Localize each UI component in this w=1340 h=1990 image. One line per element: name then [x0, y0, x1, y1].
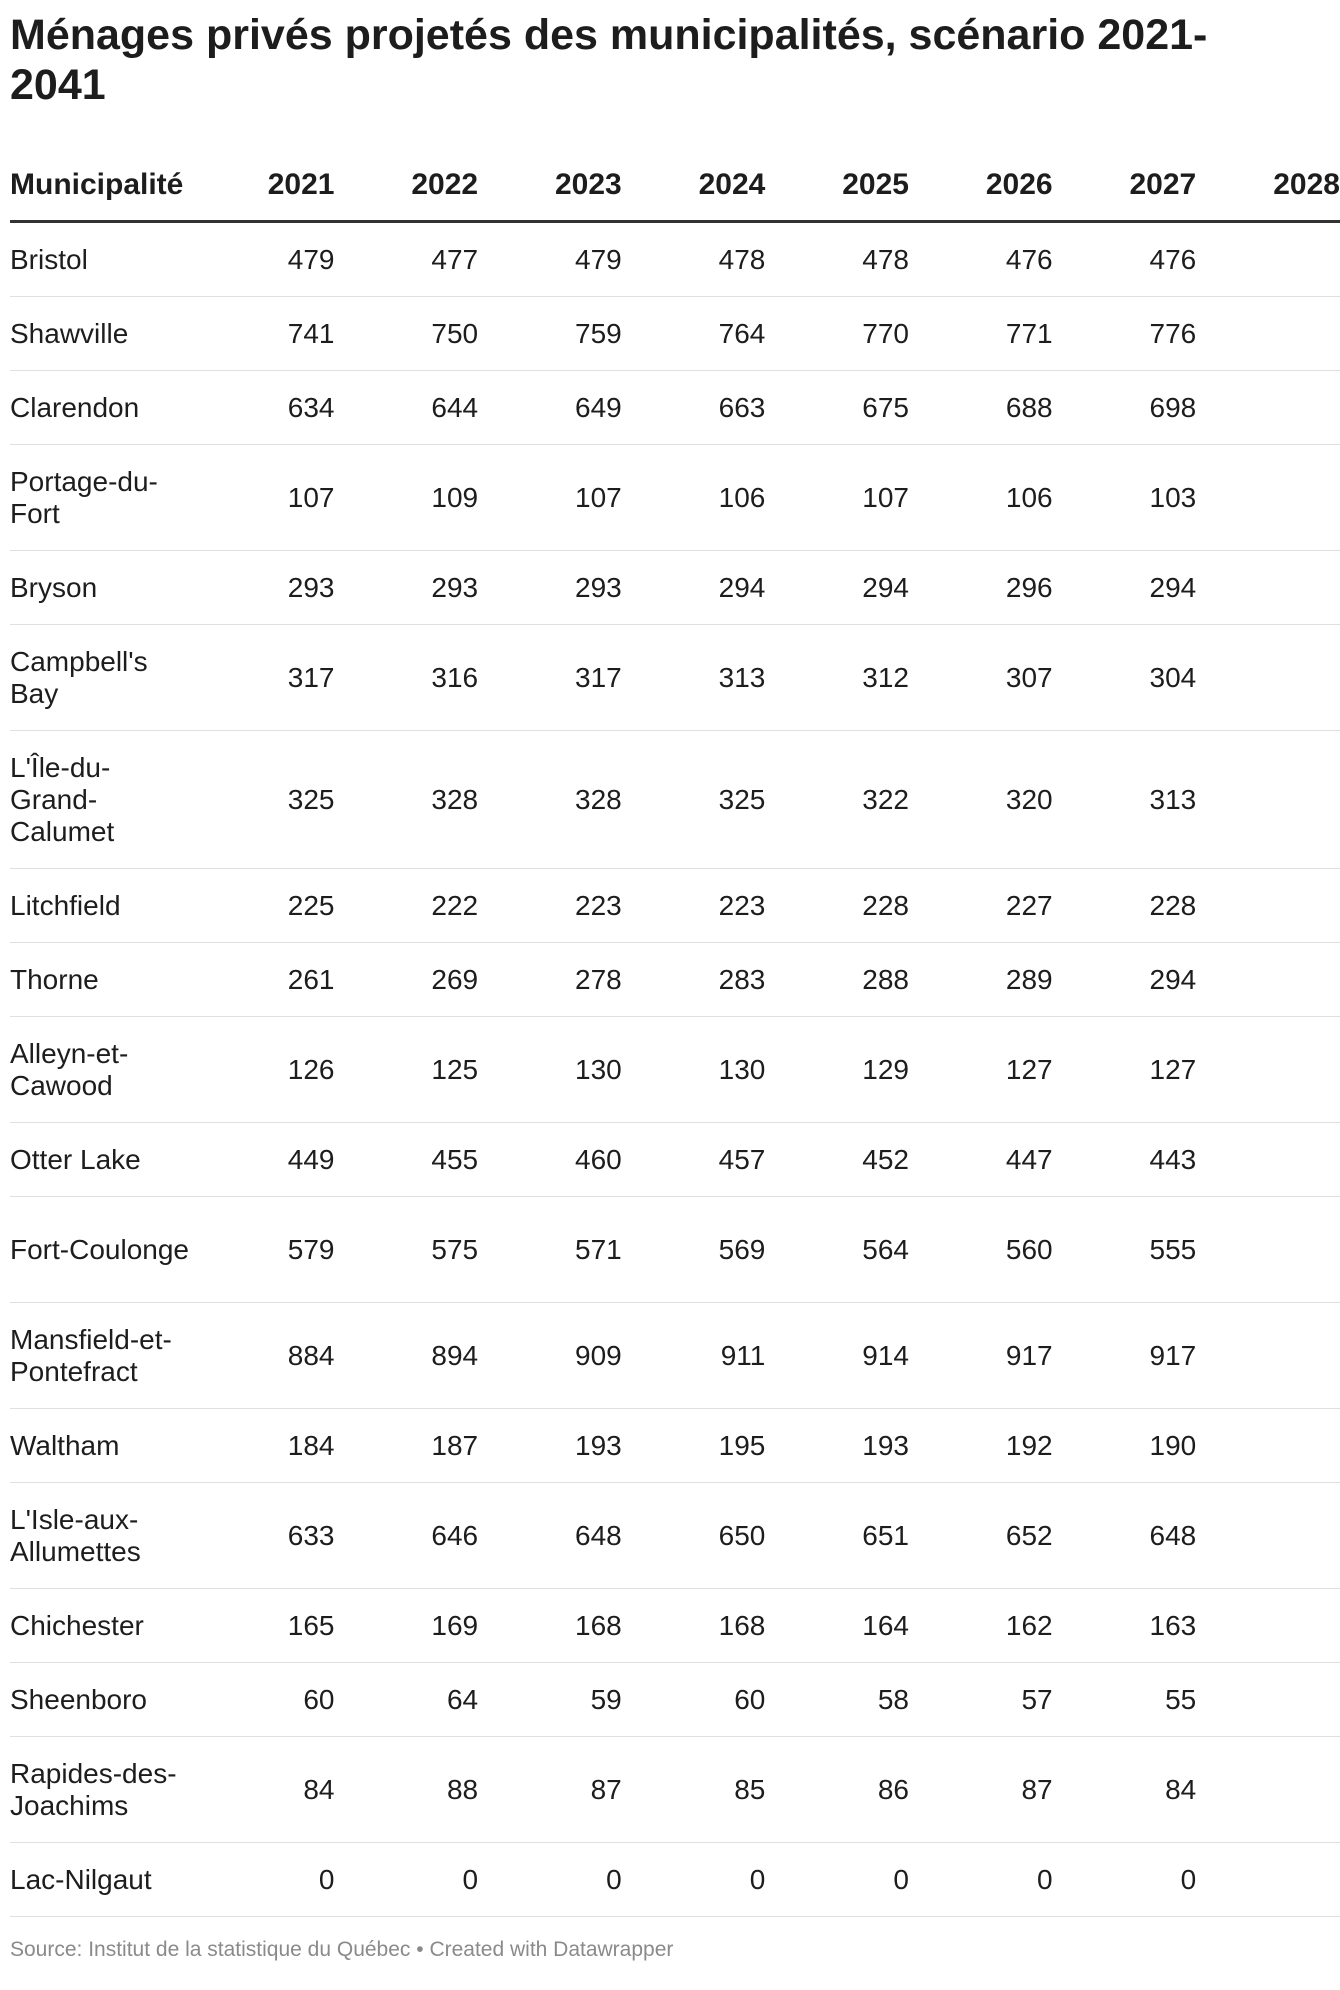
table-cell: 193 [478, 1409, 622, 1483]
row-label: Mansfield-et-Pontefract [10, 1303, 191, 1409]
table-cell: 55 [1053, 1663, 1197, 1737]
row-label: Waltham [10, 1409, 191, 1483]
table-cell: 648 [1053, 1483, 1197, 1589]
table-cell: 0 [478, 1843, 622, 1917]
table-cell: 575 [335, 1197, 479, 1303]
table-cell: 894 [335, 1303, 479, 1409]
table-cell: 192 [909, 1409, 1053, 1483]
row-label: Shawville [10, 297, 191, 371]
table-cell: 106 [622, 445, 766, 551]
table-scroll-area[interactable] [10, 150, 1340, 1917]
table-cell [1196, 1303, 1340, 1409]
row-label: Campbell's Bay [10, 625, 191, 731]
table-cell: 0 [909, 1843, 1053, 1917]
table-row [10, 731, 1340, 869]
row-label: Otter Lake [10, 1123, 191, 1197]
table-cell: 449 [191, 1123, 335, 1197]
table-cell: 130 [478, 1017, 622, 1123]
table-cell: 107 [765, 445, 909, 551]
table-cell: 294 [1053, 551, 1197, 625]
table-cell: 125 [335, 1017, 479, 1123]
table-cell: 88 [335, 1737, 479, 1843]
table-cell: 294 [622, 551, 766, 625]
table-cell: 293 [335, 551, 479, 625]
table-row [10, 1663, 1340, 1737]
table-cell [1196, 551, 1340, 625]
table-cell: 759 [478, 297, 622, 371]
row-label: Clarendon [10, 371, 191, 445]
table-cell: 165 [191, 1589, 335, 1663]
table-cell: 569 [622, 1197, 766, 1303]
table-cell: 633 [191, 1483, 335, 1589]
table-cell: 58 [765, 1663, 909, 1737]
table-cell: 86 [765, 1737, 909, 1843]
table-cell: 223 [478, 869, 622, 943]
column-header-2024[interactable]: 2024 [622, 150, 766, 222]
table-cell: 325 [191, 731, 335, 869]
table-cell: 227 [909, 869, 1053, 943]
table-cell: 477 [335, 222, 479, 297]
table-cell: 168 [478, 1589, 622, 1663]
table-cell: 228 [1053, 869, 1197, 943]
table-cell: 293 [191, 551, 335, 625]
table-cell: 476 [1053, 222, 1197, 297]
table-cell: 304 [1053, 625, 1197, 731]
table-cell: 163 [1053, 1589, 1197, 1663]
table-cell: 776 [1053, 297, 1197, 371]
table-row [10, 222, 1340, 297]
table-cell: 646 [335, 1483, 479, 1589]
table-cell: 261 [191, 943, 335, 1017]
table-cell: 675 [765, 371, 909, 445]
table-cell: 294 [765, 551, 909, 625]
table-cell: 0 [622, 1843, 766, 1917]
table-cell: 457 [622, 1123, 766, 1197]
table-cell: 223 [622, 869, 766, 943]
table-cell: 288 [765, 943, 909, 1017]
table-cell: 771 [909, 297, 1053, 371]
table-cell: 479 [478, 222, 622, 297]
table-header-row [10, 150, 1340, 222]
table-cell: 283 [622, 943, 766, 1017]
table-cell [1196, 1197, 1340, 1303]
table-cell: 663 [622, 371, 766, 445]
table-cell: 307 [909, 625, 1053, 731]
table-cell [1196, 1663, 1340, 1737]
table-cell [1196, 371, 1340, 445]
table-cell [1196, 943, 1340, 1017]
table-cell: 228 [765, 869, 909, 943]
table-cell [1196, 1843, 1340, 1917]
table-cell: 455 [335, 1123, 479, 1197]
table-cell: 770 [765, 297, 909, 371]
table-cell: 127 [1053, 1017, 1197, 1123]
table-cell: 222 [335, 869, 479, 943]
table-cell: 109 [335, 445, 479, 551]
data-table [10, 150, 1340, 1917]
table-cell: 452 [765, 1123, 909, 1197]
table-cell: 87 [909, 1737, 1053, 1843]
table-cell: 317 [478, 625, 622, 731]
footer-separator: • [410, 1938, 430, 1961]
source-label: Source: Institut de la statistique du Québec [10, 1938, 411, 1961]
table-cell: 0 [765, 1843, 909, 1917]
table-cell: 698 [1053, 371, 1197, 445]
table-cell: 269 [335, 943, 479, 1017]
table-cell [1196, 1589, 1340, 1663]
table-cell: 476 [909, 222, 1053, 297]
table-cell: 57 [909, 1663, 1053, 1737]
table-cell: 168 [622, 1589, 766, 1663]
table-cell: 60 [191, 1663, 335, 1737]
table-cell: 296 [909, 551, 1053, 625]
table-cell: 652 [909, 1483, 1053, 1589]
table-cell: 478 [765, 222, 909, 297]
table-body [10, 222, 1340, 1917]
column-header-2027[interactable]: 2027 [1053, 150, 1197, 222]
table-cell: 84 [191, 1737, 335, 1843]
table-cell: 909 [478, 1303, 622, 1409]
table-cell [1196, 297, 1340, 371]
table-row [10, 1017, 1340, 1123]
table-row [10, 1483, 1340, 1589]
chart-container [10, 0, 1340, 1895]
table-cell: 764 [622, 297, 766, 371]
row-label: Fort-Coulonge [10, 1197, 191, 1303]
table-cell: 162 [909, 1589, 1053, 1663]
column-header-2022[interactable]: 2022 [335, 150, 479, 222]
table-cell: 0 [191, 1843, 335, 1917]
row-label: Thorne [10, 943, 191, 1017]
table-row [10, 1303, 1340, 1409]
column-header-2028[interactable]: 2028 [1196, 150, 1340, 222]
table-cell: 750 [335, 297, 479, 371]
table-cell: 644 [335, 371, 479, 445]
table-cell: 649 [478, 371, 622, 445]
table-row [10, 943, 1340, 1017]
table-cell: 479 [191, 222, 335, 297]
table-cell: 560 [909, 1197, 1053, 1303]
table-cell [1196, 1737, 1340, 1843]
table-cell: 917 [909, 1303, 1053, 1409]
table-cell: 84 [1053, 1737, 1197, 1843]
table-cell: 447 [909, 1123, 1053, 1197]
table-cell: 312 [765, 625, 909, 731]
table-cell: 313 [1053, 731, 1197, 869]
table-cell: 650 [622, 1483, 766, 1589]
table-cell: 87 [478, 1737, 622, 1843]
table-cell [1196, 445, 1340, 551]
table-cell: 328 [335, 731, 479, 869]
column-header-2026[interactable]: 2026 [909, 150, 1053, 222]
table-cell: 884 [191, 1303, 335, 1409]
column-header-municipalite[interactable]: Municipalité [10, 150, 191, 222]
table-cell: 555 [1053, 1197, 1197, 1303]
table-cell: 634 [191, 371, 335, 445]
row-label: Bristol [10, 222, 191, 297]
table-cell: 322 [765, 731, 909, 869]
column-header-2023[interactable]: 2023 [478, 150, 622, 222]
table-cell: 126 [191, 1017, 335, 1123]
table-cell: 103 [1053, 445, 1197, 551]
table-cell: 190 [1053, 1409, 1197, 1483]
table-cell: 293 [478, 551, 622, 625]
table-row [10, 1737, 1340, 1843]
row-label: Sheenboro [10, 1663, 191, 1737]
table-cell: 328 [478, 731, 622, 869]
footer-source [10, 1938, 673, 1962]
table-cell: 129 [765, 1017, 909, 1123]
table-row [10, 551, 1340, 625]
table-row [10, 869, 1340, 943]
table-cell: 85 [622, 1737, 766, 1843]
table-cell: 571 [478, 1197, 622, 1303]
table-row [10, 1843, 1340, 1917]
table-cell: 130 [622, 1017, 766, 1123]
table-cell: 320 [909, 731, 1053, 869]
table-cell: 579 [191, 1197, 335, 1303]
table-cell: 460 [478, 1123, 622, 1197]
table-cell: 911 [622, 1303, 766, 1409]
table-cell: 317 [191, 625, 335, 731]
table-cell: 107 [478, 445, 622, 551]
table-cell: 278 [478, 943, 622, 1017]
table-cell: 648 [478, 1483, 622, 1589]
table-cell: 914 [765, 1303, 909, 1409]
row-label: Lac-Nilgaut [10, 1843, 191, 1917]
table-cell: 195 [622, 1409, 766, 1483]
table-row [10, 1409, 1340, 1483]
table-cell: 741 [191, 297, 335, 371]
table-cell: 289 [909, 943, 1053, 1017]
table-cell: 0 [1053, 1843, 1197, 1917]
table-cell: 294 [1053, 943, 1197, 1017]
row-label: L'Île-du-Grand-Calumet [10, 731, 191, 869]
table-cell: 443 [1053, 1123, 1197, 1197]
table-cell: 169 [335, 1589, 479, 1663]
table-cell: 106 [909, 445, 1053, 551]
table-cell: 564 [765, 1197, 909, 1303]
table-cell [1196, 625, 1340, 731]
column-header-2025[interactable]: 2025 [765, 150, 909, 222]
table-cell: 193 [765, 1409, 909, 1483]
table-cell: 0 [335, 1843, 479, 1917]
table-row [10, 445, 1340, 551]
table-row [10, 371, 1340, 445]
row-label: Bryson [10, 551, 191, 625]
table-cell: 316 [335, 625, 479, 731]
table-cell: 107 [191, 445, 335, 551]
table-cell: 59 [478, 1663, 622, 1737]
row-label: L'Isle-aux-Allumettes [10, 1483, 191, 1589]
column-header-2021[interactable]: 2021 [191, 150, 335, 222]
table-cell: 225 [191, 869, 335, 943]
row-label: Litchfield [10, 869, 191, 943]
table-cell: 64 [335, 1663, 479, 1737]
chart-title: Ménages privés projetés des municipalités, scénario 2021-2041 [10, 11, 1208, 109]
table-cell [1196, 1123, 1340, 1197]
row-label: Rapides-des-Joachims [10, 1737, 191, 1843]
table-cell [1196, 1017, 1340, 1123]
table-row [10, 625, 1340, 731]
row-label: Alleyn-et-Cawood [10, 1017, 191, 1123]
table-row [10, 1123, 1340, 1197]
row-label: Chichester [10, 1589, 191, 1663]
table-cell [1196, 1483, 1340, 1589]
table-cell: 184 [191, 1409, 335, 1483]
table-cell [1196, 731, 1340, 869]
table-cell: 325 [622, 731, 766, 869]
table-cell [1196, 222, 1340, 297]
table-row [10, 297, 1340, 371]
row-label: Portage-du-Fort [10, 445, 191, 551]
table-cell [1196, 869, 1340, 943]
table-row [10, 1589, 1340, 1663]
table-cell: 313 [622, 625, 766, 731]
table-cell: 651 [765, 1483, 909, 1589]
table-cell: 127 [909, 1017, 1053, 1123]
credit-link[interactable]: Created with Datawrapper [429, 1938, 674, 1961]
table-cell: 187 [335, 1409, 479, 1483]
table-cell: 478 [622, 222, 766, 297]
table-cell: 164 [765, 1589, 909, 1663]
table-cell: 688 [909, 371, 1053, 445]
table-row [10, 1197, 1340, 1303]
table-cell [1196, 1409, 1340, 1483]
table-cell: 60 [622, 1663, 766, 1737]
table-cell: 917 [1053, 1303, 1197, 1409]
